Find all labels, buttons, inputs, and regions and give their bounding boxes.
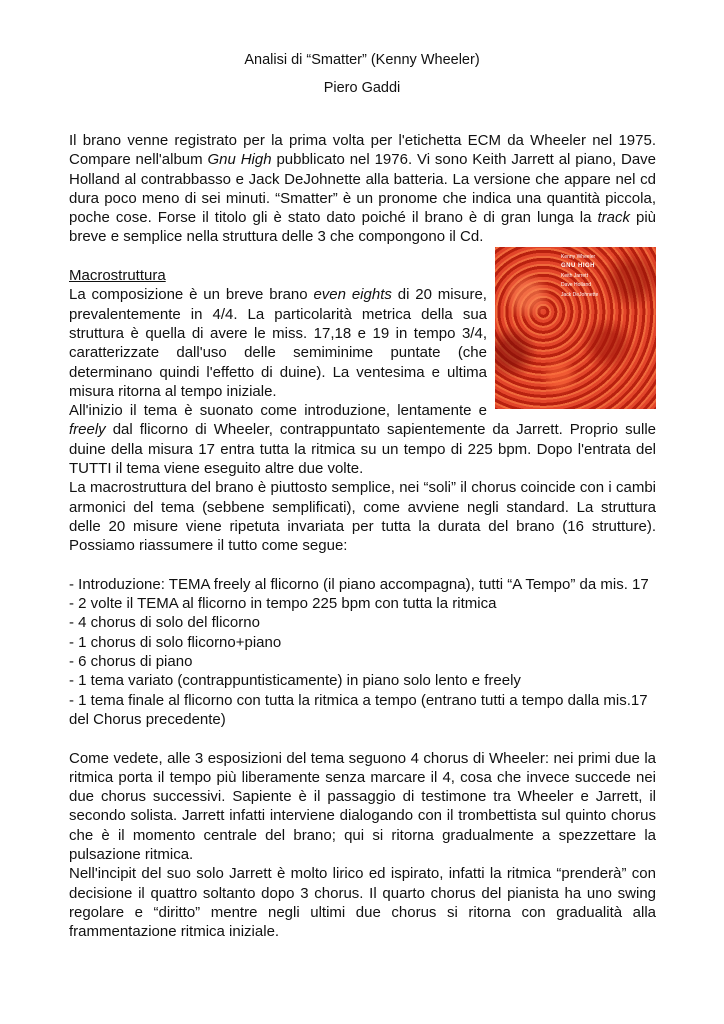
intro-paragraph (69, 131, 656, 247)
even-eights-term: even eights (313, 286, 392, 304)
track-word: track (597, 209, 630, 227)
macro-paragraph-2 (69, 401, 656, 478)
blank-line (69, 729, 656, 748)
album-cover-image (495, 247, 656, 409)
document-body (69, 131, 656, 941)
cover-line: Dave Holland (561, 282, 592, 289)
section-heading: Macrostruttura (69, 267, 166, 285)
list-item: - Introduzione: TEMA freely al flicorno (il piano accompagna), tutti “A Tempo” da mis. 17 (69, 575, 649, 593)
document-author: Piero Gaddi (323, 80, 401, 96)
closing-paragraph-1: Come vedete, alle 3 esposizioni del tema seguono 4 chorus di Wheeler: nei primi due la ritmica porta il tempo più liberamente senza marcare il 4, cosa che invece succede nei due chorus successivi. Sapiente è il passaggio di testimone tra Wheeler e Jarrett, il secondo solista. Jarrett infatti interviene dialogando con il trombettista sul quinto chorus che è il momento centrale del brano; qui si ritorna gradualmente a spezzettare la pulsazione ritmica. (69, 749, 656, 863)
list-item: - 6 chorus di piano (69, 653, 193, 671)
cover-line: GNU HIGH (561, 263, 595, 270)
cover-line: Keith Jarrett (561, 272, 588, 279)
freely-term: freely (69, 421, 106, 439)
macro-paragraph-3: La macrostruttura del brano è piuttosto semplice, nei “soli” il chorus coincide con i cambi armonici del tema (sebbene semplificati), come avviene negli standard. La struttura delle 20 misure viene ripetuta invariata per tutta la durata del brano (16 strutture). Possiamo riassumere il tutto come segue: (69, 479, 656, 555)
intro-text-2: pubblicato nel 1976. Vi sono Keith Jarrett al piano, Dave Holland al contrabbasso e Jack DeJohnette alla batteria. La versione che appare nel cd dura poco meno di sei minuti. “Smatter” è un pronome che indica una quantità piccola, poche cose. Forse il titolo gli è stato dato poiché il brano è di gran lunga la (69, 151, 657, 227)
list-item: - 4 chorus di solo del flicorno (69, 614, 260, 632)
cover-line: Kenny Wheeler (561, 253, 596, 260)
closing-paragraph-2: Nell'incipit del suo solo Jarrett è molto lirico ed ispirato, infatti la ritmica “prenderà” con decisione il quattro soltanto dopo 3 chorus. Il quarto chorus del pianista ha uno swing regolare e “diritto” mentre negli ultimi due chorus si ritorna con gradualità alla frammentazione ritmica iniziale. (69, 865, 656, 941)
macro-text-1a: La composizione è un breve brano (69, 286, 314, 304)
album-title: Gnu High (207, 151, 272, 169)
blank-line (69, 556, 656, 575)
intro-text-1: Il brano venne registrato per la prima volta per l'etichetta ECM da Wheeler nel 1975. Compare nell'album (69, 132, 656, 169)
document-title: Analisi di “Smatter” (Kenny Wheeler) (244, 52, 480, 68)
album-cover-lettering (561, 253, 598, 301)
list-item: - 1 tema finale al flicorno con tutta la ritmica a tempo (entrano tutti a tempo dalla mis.17 del Chorus precedente) (69, 691, 648, 728)
macro-text-2a: All'inizio il tema è suonato come introduzione, lentamente e (69, 402, 487, 420)
list-item: - 2 volte il TEMA al flicorno in tempo 225 bpm con tutta la ritmica (69, 595, 497, 613)
list-item: - 1 tema variato (contrappuntisticamente) in piano solo lento e freely (69, 672, 521, 690)
macro-text-2b: dal flicorno di Wheeler, contrappuntato sapientemente da Jarrett. Proprio sulle duine della misura 17 entra tutta la ritmica su un tempo di 225 bpm. Dopo l'entrata del TUTTI il tema viene eseguito altre due volte. (69, 421, 656, 478)
list-item: - 1 chorus di solo flicorno+piano (69, 633, 282, 651)
macro-text-1b: di 20 misure, prevalentemente in 4/4. La particolarità metrica della sua struttura è quella di avere le miss. 17,18 e 19 in tempo 3/4, caratterizzate dall'uso delle semiminime puntate (che determinano quindi l'effetto di duine). La ventesima e ultima misura ritorna al tempo iniziale. (69, 286, 487, 400)
cover-line: Jack DeJohnette (561, 291, 599, 298)
intro-text-3: più breve e semplice nella struttura delle 3 che compongono il Cd. (69, 209, 656, 246)
